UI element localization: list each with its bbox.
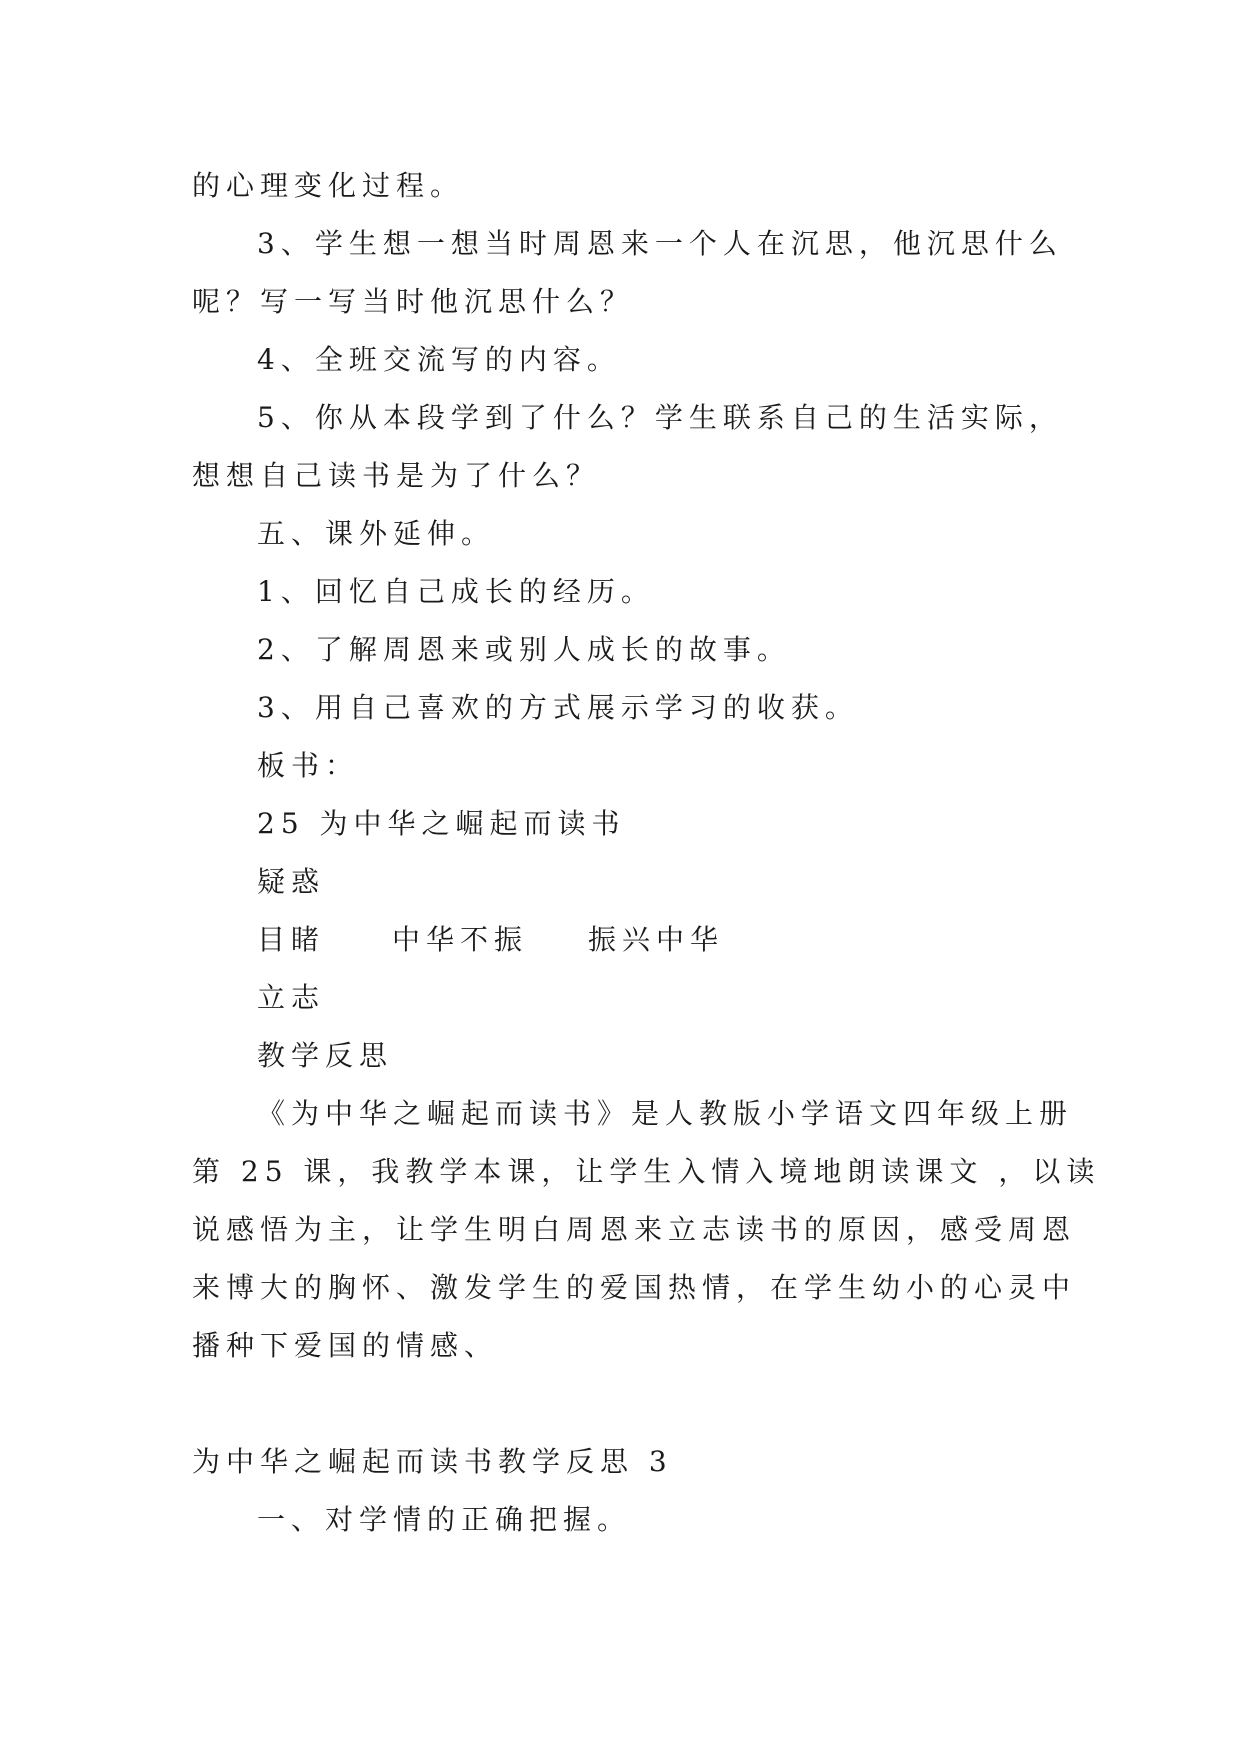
board-row-col3: 振兴中华 [588,923,725,956]
section-heading: 一、对学情的正确把握。 [257,1503,632,1536]
text-line: 2、了解周恩来或别人成长的故事。 [257,633,791,666]
article-title: 为中华之崛起而读书教学反思 3 [192,1445,673,1478]
text-line: 说感悟为主，让学生明白周恩来立志读书的原因，感受周恩 [192,1213,1077,1246]
board-item: 疑惑 [257,865,326,898]
text-line: 3、学生想一想当时周恩来一个人在沉思，他沉思什么 [257,227,1063,260]
text-line: 1、回忆自己成长的经历。 [257,575,655,608]
text-line: 《为中华之崛起而读书》是人教版小学语文四年级上册 [257,1097,1074,1130]
section-heading: 五、课外延伸。 [257,517,496,550]
text-line: 5、你从本段学到了什么？学生联系自己的生活实际， [257,401,1063,434]
text-line: 的心理变化过程。 [192,169,465,202]
text-line: 想想自己读书是为了什么？ [192,459,601,492]
text-line: 4、全班交流写的内容。 [257,343,621,376]
text-line: 播种下爱国的情感、 [192,1329,499,1362]
board-item: 立志 [257,981,326,1014]
board-heading: 板书： [257,749,360,782]
section-heading: 教学反思 [257,1039,394,1072]
text-line: 呢？写一写当时他沉思什么？ [192,285,635,318]
board-row-col1: 目睹 [257,923,326,956]
text-line: 来博大的胸怀、激发学生的爱国热情，在学生幼小的心灵中 [192,1271,1077,1304]
board-title: 25 为中华之崛起而读书 [257,807,626,840]
board-row-col2: 中华不振 [392,923,529,956]
text-line: 3、用自己喜欢的方式展示学习的收获。 [257,691,859,724]
text-line: 第 25 课，我教学本课，让学生入情入境地朗读课文 ，以读 [192,1155,1101,1188]
